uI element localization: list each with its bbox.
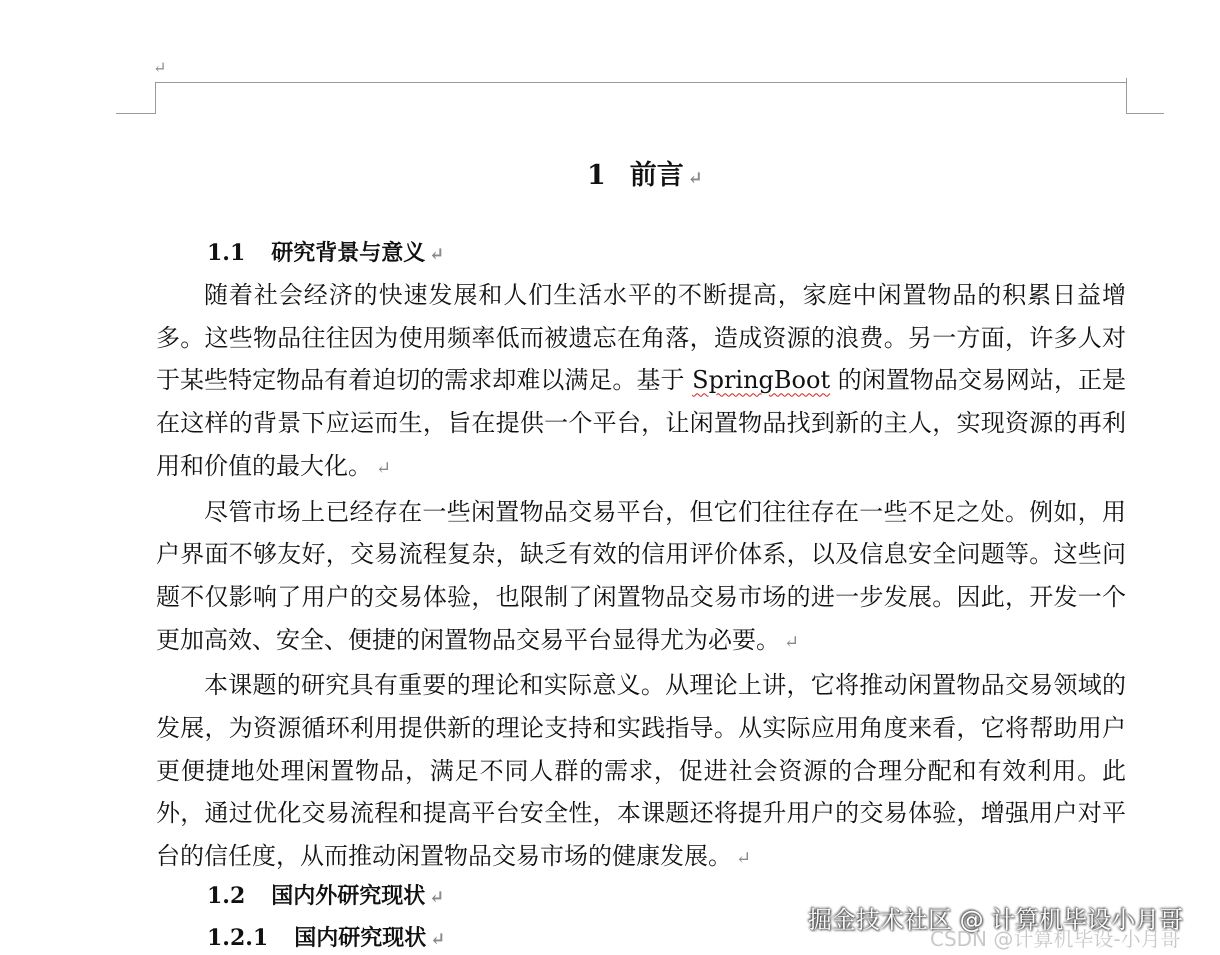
section-title: 国内研究现状: [294, 925, 427, 951]
paragraph-mark: ↵: [687, 168, 703, 189]
section-title: 国内外研究现状: [271, 883, 426, 909]
chapter-number: 1: [587, 160, 606, 191]
margin-corner-left: [116, 82, 156, 114]
body-paragraph-2: [156, 491, 1126, 665]
paragraph-mark: ↵: [784, 631, 800, 653]
header-separator-line: [156, 82, 1126, 83]
paragraph-mark: ↵: [429, 244, 445, 265]
spellcheck-term: SpringBoot: [692, 366, 831, 395]
body-paragraph-3: [156, 664, 1126, 881]
watermark-juejin: 掘金技术社区 @ 计算机毕设小月哥: [808, 906, 1184, 934]
margin-corner-right: [1126, 78, 1164, 114]
chapter-title: 前言: [629, 160, 684, 191]
paragraph-mark: ↵: [376, 457, 392, 479]
section-number: 1.1: [207, 240, 246, 266]
section-heading-1-2: [207, 879, 444, 910]
paragraph-text: 随着社会经济的快速发展和人们生活水平的不断提高，家庭中闲置物品的积累日益增多。这些物品往往因为使用频率低而被遗忘在角落，造成资源的浪费。另一方面，许多人对于某些特定物品有着迫切的需求却难以满足。基于: [156, 281, 1126, 395]
header-paragraph-mark: ↵: [153, 58, 167, 77]
paragraph-mark: ↵: [736, 848, 752, 870]
section-number: 1.2: [207, 883, 246, 909]
paragraph-mark: ↵: [430, 929, 446, 950]
chapter-heading: [587, 153, 703, 192]
paragraph-text: 的闲置物品交易网站，正是在这样的背景下应运而生，旨在提供一个平台，让闲置物品找到新的主人，实现资源的再利用和价值的最大化。: [156, 366, 1126, 480]
section-title: 研究背景与意义: [271, 240, 426, 266]
paragraph-text: 尽管市场上已经存在一些闲置物品交易平台，但它们往往存在一些不足之处。例如，用户界面不够友好，交易流程复杂，缺乏有效的信用评价体系，以及信息安全问题等。这些问题不仅影响了用户的交易体验，也限制了闲置物品交易市场的进一步发展。因此，开发一个更加高效、安全、便捷的闲置物品交易平台显得尤为必要。: [156, 497, 1126, 654]
body-paragraph-1: [156, 274, 1126, 491]
section-body: [156, 274, 1126, 881]
section-heading-1-2-1: [207, 921, 445, 952]
section-heading-1-1: [207, 236, 444, 267]
paragraph-text: 本课题的研究具有重要的理论和实际意义。从理论上讲，它将推动闲置物品交易领域的发展，为资源循环利用提供新的理论支持和实践指导。从实际应用角度来看，它将帮助用户更便捷地处理闲置物品，满足不同人群的需求，促进社会资源的合理分配和有效利用。此外，通过优化交易流程和提高平台安全性，本课题还将提升用户的交易体验，增强用户对平台的信任度，从而推动闲置物品交易市场的健康发展。: [156, 671, 1126, 871]
paragraph-mark: ↵: [429, 887, 445, 908]
section-number: 1.2.1: [207, 925, 269, 951]
watermark-csdn: CSDN @计算机毕设-小月哥: [930, 927, 1181, 951]
